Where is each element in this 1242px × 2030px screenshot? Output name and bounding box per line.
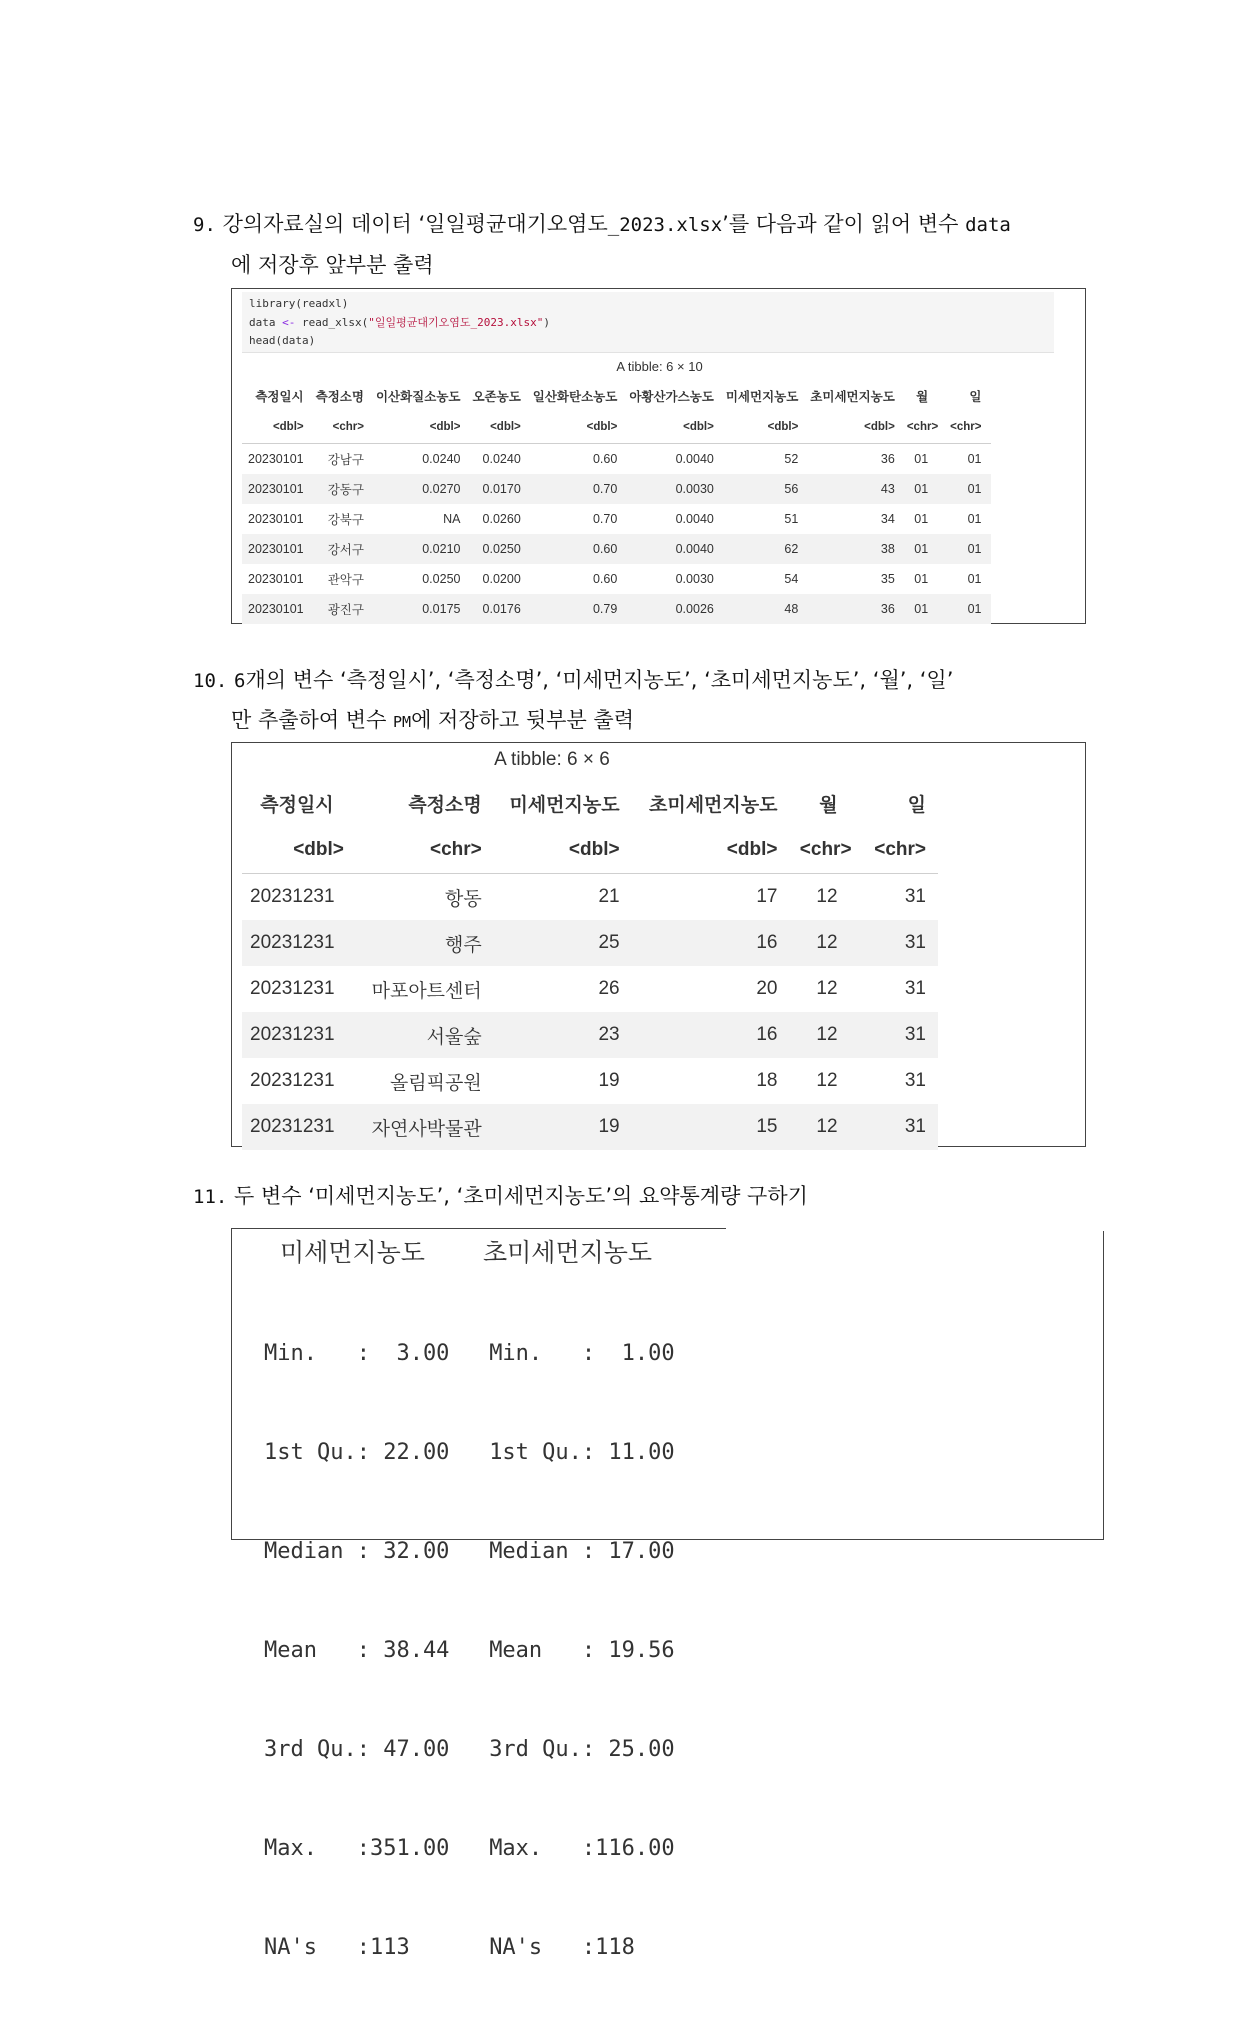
- column-header: 미세먼지농도: [509, 794, 620, 816]
- code-token: data: [249, 315, 283, 329]
- column-type: <dbl>: [370, 411, 467, 444]
- code-line: [249, 314, 1054, 333]
- table-caption: A tibble: 6 × 10: [616, 359, 703, 374]
- column-type: <dbl>: [466, 411, 526, 444]
- table-cell: 0.60: [592, 572, 618, 586]
- column-header: 미세먼지농도: [725, 390, 799, 404]
- stat-cell: NA's :118: [489, 1935, 675, 1960]
- table-cell: 31: [904, 1116, 926, 1137]
- table-cell: 01: [914, 602, 929, 616]
- table-caption: A tibble: 6 × 6: [494, 749, 610, 770]
- table-cell: 0.60: [592, 542, 618, 556]
- table-cell: 자연사박물관: [371, 1118, 482, 1140]
- column-type: <chr>: [352, 827, 490, 874]
- table-cell: 0.79: [592, 602, 618, 616]
- type-row: [242, 411, 991, 444]
- code-string: "일일평균대기오염도_2023.xlsx": [368, 315, 544, 329]
- table-cell: 0.0170: [482, 482, 521, 496]
- column-header: 측정소명: [315, 390, 364, 404]
- column-type: <chr>: [901, 411, 944, 444]
- stats-line: [264, 1634, 675, 1667]
- table-row: [242, 474, 991, 504]
- column-type: <dbl>: [242, 411, 310, 444]
- stats-line: [264, 1931, 675, 1964]
- table-cell: 16: [756, 932, 778, 953]
- variable-name: data: [965, 214, 1011, 236]
- table-cell: 20230101: [248, 602, 304, 616]
- table-cell: 0.0026: [675, 602, 714, 616]
- table-cell: 51: [784, 512, 799, 526]
- question-number: 10.: [193, 670, 228, 692]
- table-cell: 01: [914, 512, 929, 526]
- table-cell: 01: [914, 542, 929, 556]
- table-cell: 36: [880, 602, 895, 616]
- table-cell: 12: [816, 886, 838, 907]
- column-type: <dbl>: [623, 411, 720, 444]
- table-cell: 12: [816, 1116, 838, 1137]
- table-cell: 20230101: [248, 572, 304, 586]
- stats-line: [264, 1436, 675, 1469]
- stat-cell: Min. : 1.00: [489, 1341, 675, 1366]
- table-cell: 0.0040: [675, 542, 714, 556]
- table-cell: 21: [598, 886, 620, 907]
- header-row: [242, 381, 991, 411]
- stat-cell: NA's :113: [264, 1935, 450, 1960]
- table-cell: 26: [598, 978, 620, 999]
- table-cell: 0.0040: [675, 512, 714, 526]
- table-cell: 12: [816, 978, 838, 999]
- column-type: <chr>: [310, 411, 370, 444]
- column-type: <chr>: [785, 827, 859, 874]
- table-cell: 34: [880, 512, 895, 526]
- stat-cell: Median : 17.00: [489, 1539, 675, 1564]
- variable-count: 6: [234, 670, 246, 692]
- table-cell: 강남구: [327, 453, 364, 467]
- question-11-line1: [193, 1176, 808, 1217]
- table-cell: 01: [967, 482, 982, 496]
- stat-cell: Median : 32.00: [264, 1539, 450, 1564]
- question-10-line2: [231, 700, 634, 742]
- table-cell: 01: [914, 452, 929, 466]
- table-cell: 0.60: [592, 452, 618, 466]
- table-cell: 15: [756, 1116, 778, 1137]
- table-row: [242, 1104, 938, 1150]
- table-cell: 0.0260: [482, 512, 521, 526]
- column-header: 월: [819, 794, 838, 816]
- table-row: [242, 534, 991, 564]
- table-cell: 마포아트센터: [371, 980, 482, 1002]
- column-type: <dbl>: [490, 827, 628, 874]
- table-cell: 0.70: [592, 512, 618, 526]
- column-header: 일: [907, 794, 926, 816]
- summary-stats: [264, 1271, 675, 2030]
- table-cell: 0.70: [592, 482, 618, 496]
- table-cell: 17: [756, 886, 778, 907]
- question-text: 만 추출하여 변수: [231, 708, 394, 732]
- table-cell: 서울숲: [426, 1026, 482, 1048]
- table-cell: 01: [967, 512, 982, 526]
- stat-cell: Mean : 38.44: [264, 1638, 450, 1663]
- table-cell: 20231231: [250, 1024, 335, 1045]
- column-type: <chr>: [944, 411, 991, 444]
- stat-cell: 1st Qu.: 11.00: [489, 1440, 675, 1465]
- summary-column-header: 미세먼지농도: [280, 1238, 425, 1267]
- column-header: 일: [969, 390, 982, 404]
- file-name: _2023.xlsx: [607, 214, 723, 236]
- table-cell: 23: [598, 1024, 620, 1045]
- output-box-tail: [231, 742, 1086, 1147]
- question-number: 9.: [193, 214, 216, 236]
- table-cell: 0.0040: [675, 452, 714, 466]
- column-header: 아황산가스농도: [629, 390, 714, 404]
- variable-name: PM: [393, 713, 412, 731]
- column-header: 초미세먼지농도: [810, 390, 895, 404]
- column-type: <dbl>: [242, 827, 352, 874]
- table-cell: 18: [756, 1070, 778, 1091]
- code-token: read_xlsx(: [295, 315, 369, 329]
- stat-cell: Mean : 19.56: [489, 1638, 675, 1663]
- column-header: 측정일시: [255, 390, 304, 404]
- table-cell: 항동: [445, 888, 482, 910]
- table-cell: 광진구: [327, 603, 364, 617]
- column-header: 초미세먼지농도: [649, 794, 778, 816]
- stats-line: [264, 1832, 675, 1865]
- table-row: [242, 1058, 938, 1104]
- question-text: 두 변수 ‘미세먼지농도’, ‘초미세먼지농도’의 요약통계량 구하기: [234, 1184, 808, 1208]
- table-cell: 20230101: [248, 542, 304, 556]
- table-cell: 19: [598, 1116, 620, 1137]
- table-cell: 20230101: [248, 482, 304, 496]
- stat-cell: Max. :351.00: [264, 1836, 450, 1861]
- stat-cell: Max. :116.00: [489, 1836, 675, 1861]
- tibble-table: [242, 381, 991, 624]
- table-cell: 31: [904, 1024, 926, 1045]
- code-operator: <-: [282, 315, 296, 329]
- table-cell: 62: [784, 542, 799, 556]
- table-cell: 0.0240: [422, 452, 461, 466]
- box-gap: [726, 1227, 1111, 1231]
- table-cell: 20231231: [250, 1116, 335, 1137]
- table-cell: 38: [880, 542, 895, 556]
- table-row: [242, 966, 938, 1012]
- stat-cell: 3rd Qu.: 25.00: [489, 1737, 675, 1762]
- question-10-line1: [193, 660, 953, 701]
- stats-line: [264, 1337, 675, 1370]
- table-cell: 35: [880, 572, 895, 586]
- table-cell: 12: [816, 1070, 838, 1091]
- column-header: 일산화탄소농도: [532, 390, 618, 404]
- summary-column-header: 초미세먼지농도: [483, 1238, 653, 1267]
- question-text: 강의자료실의 데이터 ‘일일평균대기오염도: [222, 212, 608, 236]
- question-9-line1: [193, 204, 1011, 245]
- table-cell: 0.0175: [422, 602, 461, 616]
- table-cell: 0.0030: [675, 482, 714, 496]
- table-cell: 52: [784, 452, 799, 466]
- table-row: [242, 874, 938, 921]
- table-cell: 0.0200: [482, 572, 521, 586]
- table-row: [242, 444, 991, 475]
- table-cell: 01: [914, 482, 929, 496]
- output-box-summary: [231, 1228, 1104, 1960]
- table-cell: 36: [880, 452, 895, 466]
- column-type: <dbl>: [804, 411, 901, 444]
- stat-cell: 1st Qu.: 22.00: [264, 1440, 450, 1465]
- table-cell: 0.0030: [675, 572, 714, 586]
- table-cell: 20230101: [248, 512, 304, 526]
- column-header: 오존농도: [472, 390, 521, 404]
- question-text: 개의 변수 ‘측정일시’, ‘측정소명’, ‘미세먼지농도’, ‘초미세먼지농도’, ‘월’, ‘일’: [245, 668, 954, 692]
- table-cell: 12: [816, 1024, 838, 1045]
- table-row: [242, 594, 991, 624]
- table-cell: 01: [967, 572, 982, 586]
- table-cell: 31: [904, 978, 926, 999]
- table-cell: 01: [967, 542, 982, 556]
- column-header: 측정일시: [260, 794, 334, 816]
- code-line: head(data): [249, 334, 316, 347]
- column-header: 이산화질소농도: [375, 390, 461, 404]
- table-cell: 올림픽공원: [389, 1072, 482, 1094]
- table-cell: 20231231: [250, 1070, 335, 1091]
- table-cell: NA: [443, 512, 461, 526]
- column-type: <dbl>: [720, 411, 804, 444]
- type-row: [242, 827, 938, 874]
- question-number: 11.: [193, 1186, 228, 1208]
- table-cell: 0.0176: [482, 602, 521, 616]
- tibble-table: [242, 779, 938, 1150]
- column-type: <dbl>: [527, 411, 624, 444]
- column-type: <chr>: [860, 827, 938, 874]
- column-header: 측정소명: [408, 794, 482, 816]
- table-cell: 20231231: [250, 886, 335, 907]
- table-cell: 0.0270: [422, 482, 461, 496]
- table-cell: 강북구: [327, 513, 364, 527]
- table-cell: 강서구: [327, 543, 364, 557]
- table-cell: 25: [598, 932, 620, 953]
- stats-line: [264, 1535, 675, 1568]
- table-cell: 12: [816, 932, 838, 953]
- table-cell: 48: [784, 602, 799, 616]
- table-row: [242, 1012, 938, 1058]
- table-cell: 31: [904, 1070, 926, 1091]
- header-row: [242, 779, 938, 827]
- table-cell: 01: [914, 572, 929, 586]
- table-row: [242, 920, 938, 966]
- table-row: [242, 504, 991, 534]
- table-cell: 0.0250: [482, 542, 521, 556]
- question-9-line2: 에 저장후 앞부분 출력: [231, 253, 434, 277]
- question-text: 에 저장하고 뒷부분 출력: [411, 708, 634, 732]
- table-cell: 43: [880, 482, 895, 496]
- table-cell: 54: [784, 572, 799, 586]
- stat-cell: 3rd Qu.: 47.00: [264, 1737, 450, 1762]
- stat-cell: Min. : 3.00: [264, 1341, 450, 1366]
- table-cell: 20: [756, 978, 778, 999]
- table-cell: 19: [598, 1070, 620, 1091]
- table-row: [242, 564, 991, 594]
- table-cell: 20231231: [250, 978, 335, 999]
- table-cell: 20230101: [248, 452, 304, 466]
- table-cell: 01: [967, 452, 982, 466]
- table-cell: 20231231: [250, 932, 335, 953]
- table-cell: 0.0250: [422, 572, 461, 586]
- output-box-head: [231, 288, 1086, 624]
- column-header: 월: [916, 390, 929, 404]
- table-cell: 31: [904, 932, 926, 953]
- table-cell: 0.0240: [482, 452, 521, 466]
- table-cell: 31: [904, 886, 926, 907]
- column-type: <dbl>: [628, 827, 786, 874]
- question-text: ’를 다음과 같이 읽어 변수: [722, 212, 966, 236]
- table-cell: 관악구: [327, 573, 364, 587]
- code-line: library(readxl): [249, 297, 349, 310]
- code-cell: [242, 292, 1054, 353]
- code-token: ): [543, 315, 550, 329]
- stats-line: [264, 1733, 675, 1766]
- table-cell: 0.0210: [422, 542, 461, 556]
- table-cell: 강동구: [327, 483, 364, 497]
- table-cell: 16: [756, 1024, 778, 1045]
- table-cell: 행주: [445, 934, 482, 956]
- table-cell: 56: [784, 482, 799, 496]
- table-cell: 01: [967, 602, 982, 616]
